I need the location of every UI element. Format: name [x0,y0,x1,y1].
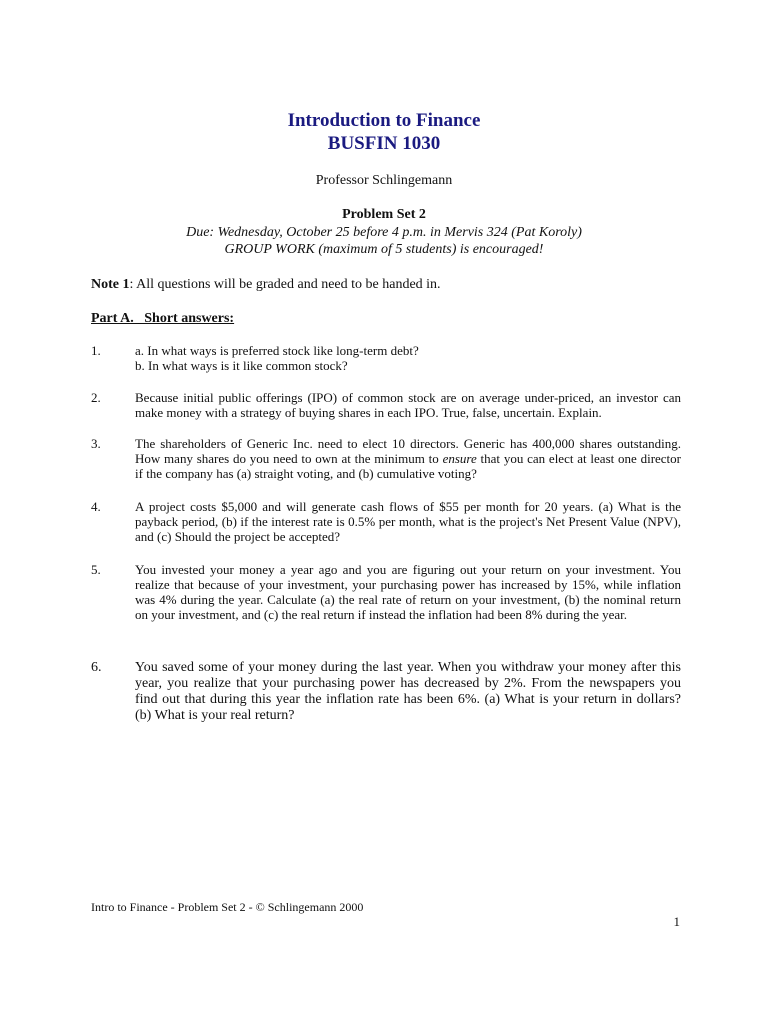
question-number: 4. [91,499,101,514]
question-1b: b. In what ways is it like common stock? [135,358,348,373]
question-number: 2. [91,390,101,405]
due-date: Due: Wednesday, October 25 before 4 p.m. in Mervis 324 (Pat Koroly) [186,225,582,240]
group-work-note: GROUP WORK (maximum of 5 students) is encouraged! [224,242,544,257]
question-number: 1. [91,343,101,358]
page-footer: Intro to Finance - Problem Set 2 - © Schlingemann 2000 [91,900,364,914]
question-text: You invested your money a year ago and you are figuring out your return on your investment. You realize that because of your investment, your purchasing power has increased by 15%, while inflation was 4% during the year. Calculate (a) the real rate of return on your investment, (b) the nominal return on your investment, and (c) the real return if instead the inflation had been 8% during the year. [135,562,681,622]
professor-name: Professor Schlingemann [315,173,453,188]
emphasis-word: ensure [442,451,477,466]
question-text [135,436,681,481]
question-text [135,343,681,373]
question-1a: a. In what ways is preferred stock like long-term debt? [135,343,419,358]
note-1 [91,276,691,293]
question-text-start: The shareholders of Generic Inc. need to elect 10 directors. Generic has 400,000 shares outstanding. How many shares do you need to own at the minimum to [135,436,681,466]
note-text: : All questions will be graded and need to be handed in. [129,277,441,292]
part-a-heading: Part A. Short answers: [91,311,235,326]
question-number: 6. [91,660,102,675]
course-code: BUSFIN 1030 [327,133,441,154]
page-number: 1 [673,914,680,929]
question-number: 5. [91,562,101,577]
question-text: Because initial public offerings (IPO) of common stock are on average under-priced, an investor can make money with a strategy of buying shares in each IPO. True, false, uncertain. Explain. [135,390,681,420]
question-number: 3. [91,436,101,451]
course-title: Introduction to Finance [287,110,481,131]
problem-set-title: Problem Set 2 [342,207,426,222]
question-text-end: that you can elect at least one director if the company has (a) straight voting, and (b) cumulative voting? [135,451,682,481]
question-text: A project costs $5,000 and will generate cash flows of $55 per month for 20 years. (a) What is the payback period, (b) if the interest rate is 0.5% per month, what is the project's Net Present Value (NPV), and (c) Should the project be accepted? [135,499,681,544]
question-text: You saved some of your money during the last year. When you withdraw your money after this year, you realize that your purchasing power has decreased by 2%. From the newspapers you find out that during this year the inflation rate has been 6%. (a) What is your return in dollars? (b) What is your real return? [135,660,681,723]
note-label: Note 1 [91,277,130,292]
